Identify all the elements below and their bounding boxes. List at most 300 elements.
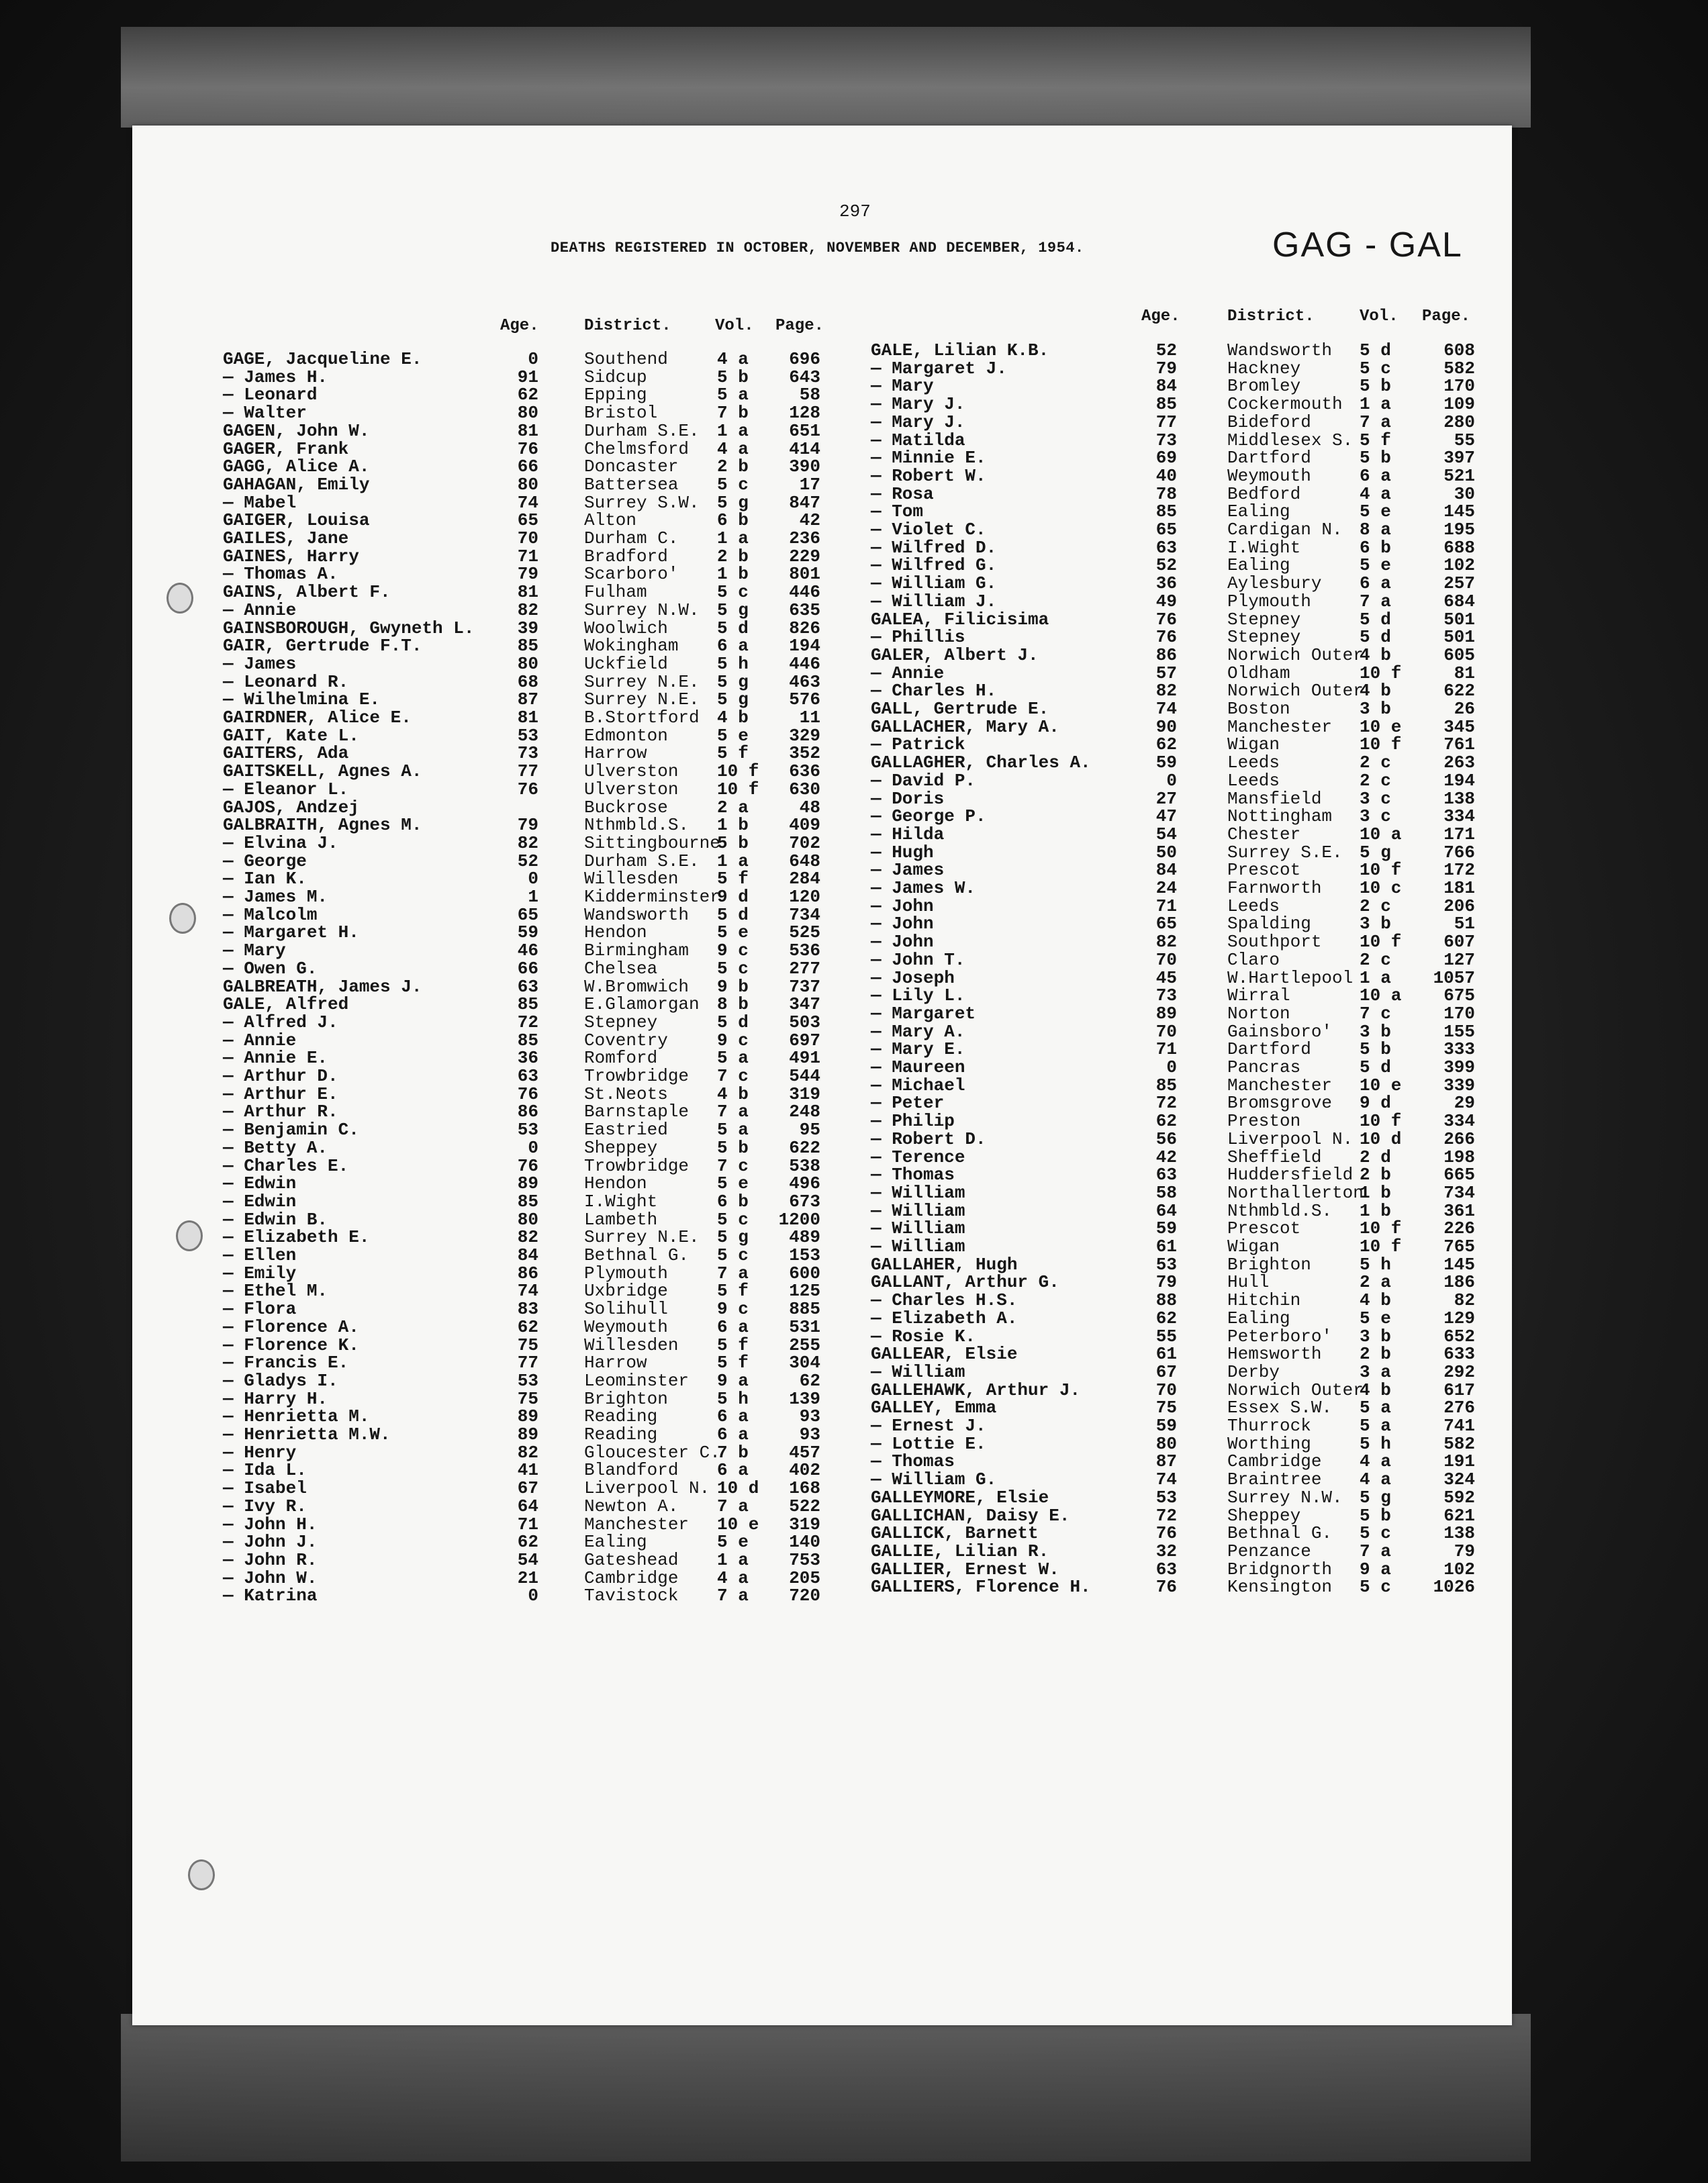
entry-age: 77: [517, 1353, 538, 1373]
entry-page-ref: 635: [789, 599, 820, 620]
entry-district: Southport: [1227, 932, 1322, 953]
entry-age: 86: [1155, 644, 1177, 665]
entry-page-ref: 607: [1443, 932, 1475, 953]
entry-district: Leeds: [1227, 753, 1280, 773]
entry-volume: 3 c: [1360, 806, 1391, 827]
entry-age: 82: [517, 832, 538, 853]
entry-surname-name: GAGE, Jacqueline E.: [223, 349, 422, 369]
entry-district: Surrey S.W.: [584, 492, 700, 513]
entry-district: Chester: [1227, 824, 1301, 844]
entry-age: 62: [517, 1316, 538, 1337]
entry-age: 70: [1155, 949, 1177, 970]
entry-volume: 9 a: [717, 1370, 749, 1391]
entry-page-ref: 48: [799, 797, 820, 818]
entry-age: 1: [528, 887, 538, 907]
entry-volume: 5 e: [717, 725, 749, 746]
entry-district: Reading: [584, 1424, 658, 1445]
entry-district: Bridgnorth: [1227, 1559, 1333, 1580]
entry-age: 53: [517, 725, 538, 746]
entry-volume: 5 e: [1360, 555, 1391, 576]
entry-surname-name: — John: [871, 914, 934, 934]
entry-district: Bethnal G.: [584, 1245, 690, 1265]
entry-district: Kidderminster: [584, 887, 720, 907]
entry-volume: 4 a: [1360, 1451, 1391, 1472]
entry-district: Weymouth: [584, 1316, 668, 1337]
entry-age: 85: [517, 636, 538, 657]
entry-page-ref: 734: [789, 904, 820, 925]
entry-page-ref: 172: [1443, 860, 1475, 881]
entry-page-ref: 1057: [1433, 967, 1475, 988]
entry-page-ref: 766: [1443, 842, 1475, 863]
entry-page-ref: 195: [1443, 520, 1475, 540]
entry-page-ref: 334: [1443, 1111, 1475, 1132]
entry-surname-name: — Annie: [223, 599, 297, 620]
entry-district: Plymouth: [584, 1263, 668, 1283]
entry-volume: 7 b: [717, 403, 749, 424]
entry-volume: 9 c: [717, 1299, 749, 1320]
entry-district: Manchester: [1227, 716, 1333, 737]
entry-page-ref: 277: [789, 958, 820, 979]
entry-volume: 5 g: [1360, 842, 1391, 863]
entry-volume: 4 b: [717, 1083, 749, 1104]
entry-age: 56: [1155, 1128, 1177, 1149]
entry-surname-name: — William: [871, 1236, 965, 1257]
entry-volume: 10 a: [1360, 824, 1402, 844]
entry-volume: 4 b: [1360, 644, 1391, 665]
entry-age: 75: [517, 1335, 538, 1355]
entry-district: Ulverston: [584, 761, 679, 782]
entry-age: 67: [517, 1478, 538, 1499]
entry-district: Bristol: [584, 403, 658, 424]
entry-surname-name: GAITSKELL, Agnes A.: [223, 761, 422, 782]
entry-surname-name: — Francis E.: [223, 1353, 349, 1373]
entry-age: 85: [1155, 501, 1177, 522]
entry-district: Ealing: [584, 1532, 647, 1553]
entry-volume: 4 a: [717, 1567, 749, 1588]
entry-surname-name: — Arthur E.: [223, 1083, 338, 1104]
entry-volume: 10 f: [717, 779, 759, 799]
entry-page-ref: 82: [1454, 1290, 1475, 1311]
entry-volume: 1 a: [717, 528, 749, 548]
entry-district: Brighton: [584, 1388, 668, 1409]
entry-page-ref: 576: [789, 689, 820, 710]
entry-page-ref: 608: [1443, 340, 1475, 360]
entry-surname-name: GAINES, Harry: [223, 546, 359, 567]
entry-age: 42: [1155, 1147, 1177, 1167]
entry-age: 81: [517, 420, 538, 441]
entry-page-ref: 489: [789, 1227, 820, 1248]
entry-page-ref: 651: [789, 420, 820, 441]
entry-volume: 6 b: [1360, 537, 1391, 558]
entry-age: 87: [517, 689, 538, 710]
entry-page-ref: 95: [799, 1120, 820, 1141]
entry-district: Essex S.W.: [1227, 1398, 1333, 1418]
entry-page-ref: 765: [1443, 1236, 1475, 1257]
entry-surname-name: — James W.: [871, 878, 976, 898]
entry-page-ref: 145: [1443, 1254, 1475, 1275]
entry-volume: 5 d: [717, 1012, 749, 1032]
entry-page-ref: 665: [1443, 1165, 1475, 1185]
entry-volume: 10 f: [1360, 1236, 1402, 1257]
page-title: DEATHS REGISTERED IN OCTOBER, NOVEMBER AND DECEMBER, 1954.: [551, 240, 1084, 256]
entry-surname-name: — Rosa: [871, 483, 934, 504]
entry-volume: 5 c: [1360, 358, 1391, 379]
entry-district: Cambridge: [584, 1567, 679, 1588]
entry-surname-name: — James: [871, 860, 945, 881]
entry-age: 70: [1155, 1379, 1177, 1400]
entry-volume: 10 e: [1360, 716, 1402, 737]
entry-page-ref: 276: [1443, 1398, 1475, 1418]
entry-age: 80: [1155, 1433, 1177, 1454]
entry-district: Willesden: [584, 1335, 679, 1355]
entry-age: 65: [517, 510, 538, 531]
entry-volume: 6 a: [1360, 573, 1391, 594]
entry-surname-name: — Charles H.: [871, 681, 997, 701]
entry-surname-name: — John W.: [223, 1567, 318, 1588]
entry-page-ref: 753: [789, 1549, 820, 1570]
entry-age: 79: [1155, 1272, 1177, 1293]
entry-district: Leominster: [584, 1370, 690, 1391]
entry-surname-name: — John H.: [223, 1514, 318, 1535]
entry-volume: 5 a: [1360, 1398, 1391, 1418]
entry-district: Northallerton: [1227, 1182, 1364, 1203]
entry-volume: 2 c: [1360, 753, 1391, 773]
entry-volume: 5 b: [1360, 1039, 1391, 1060]
entry-surname-name: — Owen G.: [223, 958, 318, 979]
entry-volume: 10 f: [1360, 1111, 1402, 1132]
entry-volume: 2 c: [1360, 895, 1391, 916]
entry-age: 75: [517, 1388, 538, 1409]
entry-district: Norwich Outer: [1227, 644, 1364, 665]
entry-page-ref: 79: [1454, 1541, 1475, 1561]
entry-age: 62: [1155, 1111, 1177, 1132]
entry-surname-name: — Annie: [871, 663, 945, 683]
entry-volume: 5 d: [1360, 627, 1391, 648]
entry-district: Derby: [1227, 1361, 1280, 1382]
entry-surname-name: — Florence A.: [223, 1316, 359, 1337]
entry-page-ref: 397: [1443, 448, 1475, 469]
entry-page-ref: 181: [1443, 878, 1475, 898]
entry-page-ref: 17: [799, 474, 820, 495]
entry-age: 45: [1155, 967, 1177, 988]
entry-age: 74: [1155, 1469, 1177, 1490]
entry-page-ref: 55: [1454, 430, 1475, 450]
entry-age: 41: [517, 1460, 538, 1481]
page-number: 297: [839, 201, 871, 222]
entry-age: 80: [517, 1209, 538, 1230]
entry-volume: 1 a: [717, 851, 749, 871]
entry-age: 85: [1155, 1075, 1177, 1096]
entry-district: Worthing: [1227, 1433, 1311, 1454]
entry-age: 90: [1155, 716, 1177, 737]
entry-surname-name: GALLAHER, Hugh: [871, 1254, 1018, 1275]
entry-page-ref: 248: [789, 1102, 820, 1122]
entry-page-ref: 409: [789, 815, 820, 836]
entry-surname-name: GALE, Alfred: [223, 994, 349, 1015]
entry-age: 72: [517, 1012, 538, 1032]
entry-age: 59: [1155, 1416, 1177, 1436]
entry-volume: 5 b: [717, 1137, 749, 1158]
entry-age: 49: [1155, 591, 1177, 612]
entry-district: Stepney: [584, 1012, 658, 1032]
entry-page-ref: 333: [1443, 1039, 1475, 1060]
entry-surname-name: — Emily: [223, 1263, 297, 1283]
entry-page-ref: 62: [799, 1370, 820, 1391]
entry-district: Liverpool N.: [584, 1478, 710, 1499]
entry-district: I.Wight: [1227, 537, 1301, 558]
punch-hole: [176, 1220, 203, 1251]
entry-age: 62: [1155, 1308, 1177, 1328]
entry-age: 69: [1155, 448, 1177, 469]
entry-age: 53: [1155, 1254, 1177, 1275]
entry-surname-name: — George P.: [871, 806, 986, 827]
entry-age: 71: [1155, 895, 1177, 916]
entry-page-ref: 319: [789, 1514, 820, 1535]
entry-district: Cambridge: [1227, 1451, 1322, 1472]
entry-volume: 5 h: [717, 653, 749, 674]
entry-surname-name: GALLIE, Lilian R.: [871, 1541, 1049, 1561]
entry-surname-name: — Elizabeth E.: [223, 1227, 370, 1248]
entry-page-ref: 138: [1443, 788, 1475, 809]
entry-volume: 9 d: [717, 887, 749, 907]
entry-volume: 5 c: [1360, 1523, 1391, 1544]
entry-volume: 8 b: [717, 994, 749, 1015]
entry-district: Norwich Outer: [1227, 681, 1364, 701]
entry-volume: 5 a: [717, 1120, 749, 1141]
entry-page-ref: 93: [799, 1424, 820, 1445]
entry-surname-name: — George: [223, 851, 307, 871]
entry-age: 79: [517, 564, 538, 585]
entry-page-ref: 741: [1443, 1416, 1475, 1436]
entry-district: Kensington: [1227, 1577, 1333, 1598]
entry-page-ref: 491: [789, 1048, 820, 1069]
entry-age: 40: [1155, 465, 1177, 486]
punch-hole: [167, 583, 193, 614]
scan-edge-top: [121, 27, 1531, 128]
entry-volume: 1 a: [717, 420, 749, 441]
entry-district: Bideford: [1227, 411, 1311, 432]
entry-volume: 3 c: [1360, 788, 1391, 809]
entry-volume: 10 f: [1360, 1218, 1402, 1239]
entry-page-ref: 801: [789, 564, 820, 585]
entry-page-ref: 170: [1443, 376, 1475, 397]
entry-age: 89: [517, 1406, 538, 1427]
entry-district: Ulverston: [584, 779, 679, 799]
entry-surname-name: GALLIERS, Florence H.: [871, 1577, 1091, 1598]
entry-district: Durham S.E.: [584, 851, 700, 871]
entry-surname-name: — Isabel: [223, 1478, 307, 1499]
entry-surname-name: GAIRDNER, Alice E.: [223, 708, 412, 728]
entry-volume: 4 a: [717, 349, 749, 369]
entry-page-ref: 675: [1443, 985, 1475, 1006]
entry-surname-name: — Peter: [871, 1093, 945, 1114]
entry-volume: 7 c: [717, 1066, 749, 1086]
entry-district: Boston: [1227, 699, 1290, 719]
entry-surname-name: — Philip: [871, 1111, 955, 1132]
entry-surname-name: — William G.: [871, 573, 997, 594]
entry-page-ref: 737: [789, 976, 820, 997]
entry-volume: 9 a: [1360, 1559, 1391, 1580]
entry-surname-name: GALLICK, Barnett: [871, 1523, 1039, 1544]
entry-surname-name: — Florence K.: [223, 1335, 359, 1355]
entry-page-ref: 170: [1443, 1003, 1475, 1024]
entry-volume: 4 b: [1360, 1290, 1391, 1311]
entry-surname-name: — John J.: [223, 1532, 318, 1553]
entry-district: Gateshead: [584, 1549, 679, 1570]
entry-page-ref: 194: [789, 636, 820, 657]
entry-age: 67: [1155, 1361, 1177, 1382]
entry-page-ref: 463: [789, 671, 820, 692]
entry-district: Bedford: [1227, 483, 1301, 504]
entry-page-ref: 58: [799, 385, 820, 405]
entry-surname-name: — Thomas: [871, 1165, 955, 1185]
entry-district: Thurrock: [1227, 1416, 1311, 1436]
entry-district: Edmonton: [584, 725, 668, 746]
entry-age: 63: [1155, 1559, 1177, 1580]
entry-page-ref: 622: [789, 1137, 820, 1158]
entry-page-ref: 630: [789, 779, 820, 799]
entry-surname-name: — Joseph: [871, 967, 955, 988]
entry-district: W.Bromwich: [584, 976, 690, 997]
entry-volume: 4 b: [1360, 681, 1391, 701]
entry-page-ref: 229: [789, 546, 820, 567]
entry-page-ref: 531: [789, 1316, 820, 1337]
entry-age: 74: [1155, 699, 1177, 719]
entry-district: Bromsgrove: [1227, 1093, 1333, 1114]
entry-district: B.Stortford: [584, 708, 700, 728]
entry-age: 52: [1155, 340, 1177, 360]
entry-page-ref: 446: [789, 582, 820, 603]
entry-volume: 5 b: [1360, 448, 1391, 469]
entry-surname-name: GALLEHAWK, Arthur J.: [871, 1379, 1081, 1400]
entry-surname-name: — Leonard: [223, 385, 318, 405]
entry-surname-name: — Mary J.: [871, 411, 965, 432]
entry-page-ref: 26: [1454, 699, 1475, 719]
entry-district: Tavistock: [584, 1586, 679, 1606]
entry-district: Mansfield: [1227, 788, 1322, 809]
punch-hole: [188, 1859, 215, 1890]
entry-surname-name: — William: [871, 1200, 965, 1221]
scan-edge-bottom: [121, 2014, 1531, 2162]
entry-surname-name: — John: [871, 932, 934, 953]
entry-page-ref: 600: [789, 1263, 820, 1283]
entry-district: Bradford: [584, 546, 668, 567]
entry-district: Wokingham: [584, 636, 679, 657]
entry-volume: 7 a: [717, 1586, 749, 1606]
entry-age: 21: [517, 1567, 538, 1588]
entry-district: Nottingham: [1227, 806, 1333, 827]
entry-surname-name: — William: [871, 1361, 965, 1382]
entry-age: 59: [1155, 753, 1177, 773]
entry-volume: 5 f: [717, 1281, 749, 1302]
entry-district: Bromley: [1227, 376, 1301, 397]
entry-volume: 10 f: [717, 761, 759, 782]
entry-age: 52: [517, 851, 538, 871]
entry-surname-name: — Elvina J.: [223, 832, 338, 853]
entry-page-ref: 636: [789, 761, 820, 782]
entry-age: 52: [1155, 555, 1177, 576]
entry-volume: 5 c: [717, 1245, 749, 1265]
entry-age: 76: [517, 1155, 538, 1176]
entry-age: 24: [1155, 878, 1177, 898]
entry-page-ref: 684: [1443, 591, 1475, 612]
entry-district: Surrey S.E.: [1227, 842, 1343, 863]
entry-age: 65: [517, 904, 538, 925]
entry-volume: 3 b: [1360, 1326, 1391, 1347]
entry-age: 88: [1155, 1290, 1177, 1311]
entry-surname-name: — Ivy R.: [223, 1496, 307, 1516]
entry-age: 82: [1155, 681, 1177, 701]
entry-surname-name: — Mary A.: [871, 1021, 965, 1042]
entry-age: 63: [1155, 1165, 1177, 1185]
entry-page-ref: 257: [1443, 573, 1475, 594]
entry-age: 62: [1155, 734, 1177, 755]
punch-hole: [169, 903, 196, 934]
entry-surname-name: — Robert D.: [871, 1128, 986, 1149]
entry-district: Ealing: [1227, 501, 1290, 522]
entry-surname-name: — Thomas A.: [223, 564, 338, 585]
entry-volume: 1 a: [717, 1549, 749, 1570]
entry-volume: 7 a: [717, 1496, 749, 1516]
entry-age: 68: [517, 671, 538, 692]
entry-age: 0: [1166, 770, 1177, 791]
entry-age: 53: [517, 1370, 538, 1391]
entry-district: Gloucester C.: [584, 1442, 720, 1463]
entry-page-ref: 347: [789, 994, 820, 1015]
entry-page-ref: 503: [789, 1012, 820, 1032]
entry-district: Surrey N.E.: [584, 689, 700, 710]
entry-volume: 4 a: [1360, 483, 1391, 504]
entry-surname-name: GAIT, Kate L.: [223, 725, 359, 746]
entry-page-ref: 138: [1443, 1523, 1475, 1544]
entry-surname-name: GALBREATH, James J.: [223, 976, 422, 997]
entry-page-ref: 194: [1443, 770, 1475, 791]
entry-district: Wigan: [1227, 734, 1280, 755]
entry-volume: 10 e: [717, 1514, 759, 1535]
entry-age: 91: [517, 367, 538, 387]
entry-page-ref: 501: [1443, 609, 1475, 630]
entry-surname-name: — Margaret H.: [223, 922, 359, 943]
entry-district: Harrow: [584, 1353, 647, 1373]
entry-surname-name: GALLEYMORE, Elsie: [871, 1487, 1049, 1508]
entry-district: Hackney: [1227, 358, 1301, 379]
entry-volume: 5 g: [1360, 1487, 1391, 1508]
entry-page-ref: 402: [789, 1460, 820, 1481]
entry-surname-name: — Arthur R.: [223, 1102, 338, 1122]
entry-volume: 5 e: [717, 1173, 749, 1194]
entry-age: 76: [1155, 1523, 1177, 1544]
entry-page-ref: 582: [1443, 358, 1475, 379]
entry-age: 0: [528, 1586, 538, 1606]
entry-page-ref: 153: [789, 1245, 820, 1265]
entry-district: Chelmsford: [584, 438, 690, 459]
entry-surname-name: — John T.: [871, 949, 965, 970]
entry-page-ref: 522: [789, 1496, 820, 1516]
entry-district: Farnworth: [1227, 878, 1322, 898]
entry-age: 76: [517, 438, 538, 459]
entry-volume: 5 b: [1360, 1505, 1391, 1526]
entry-volume: 2 b: [1360, 1344, 1391, 1365]
entry-age: 72: [1155, 1093, 1177, 1114]
entry-age: 63: [1155, 537, 1177, 558]
entry-age: 84: [517, 1245, 538, 1265]
entry-district: Trowbridge: [584, 1155, 690, 1176]
entry-age: 0: [1166, 1057, 1177, 1077]
entry-surname-name: — Arthur D.: [223, 1066, 338, 1086]
entry-surname-name: — Lily L.: [871, 985, 965, 1006]
entry-district: Norwich Outer: [1227, 1379, 1364, 1400]
entry-page-ref: 538: [789, 1155, 820, 1176]
